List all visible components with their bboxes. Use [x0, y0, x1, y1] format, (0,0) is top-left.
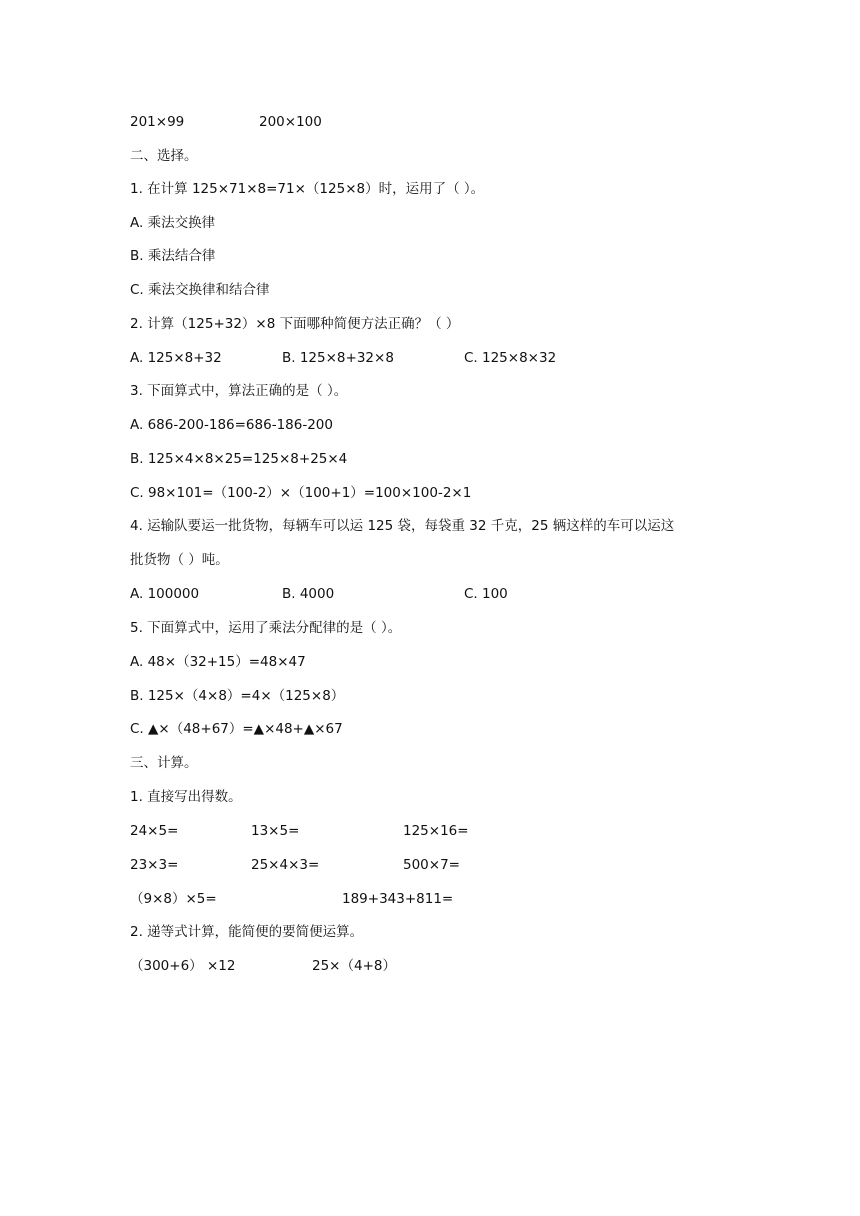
question-3-stem: 3. 下面算式中，算法正确的是（ ）。	[130, 383, 348, 399]
question-4-stem-line-1: 4. 运输队要运一批货物，每辆车可以运 125 袋，每袋重 32 千克，25 辆这样的车可以运这	[130, 518, 675, 534]
section-2-title: 二、选择。	[130, 148, 198, 164]
calc-2-title: 2. 递等式计算，能简便的要简便运算。	[130, 924, 364, 940]
question-4-option-a: A. 100000	[130, 586, 200, 602]
estimate-item-1: 201×99	[130, 114, 185, 130]
question-1-stem: 1. 在计算 125×71×8=71×（125×8）时，运用了（ ）。	[130, 181, 485, 197]
calc-item: 500×7=	[403, 857, 460, 873]
question-5-option-b: B. 125×（4×8）=4×（125×8）	[130, 688, 345, 704]
calc-item: 25×（4+8）	[312, 958, 396, 974]
question-4-option-b: B. 4000	[282, 586, 335, 602]
estimate-item-2: 200×100	[259, 114, 322, 130]
question-2-option-c: C. 125×8×32	[464, 350, 557, 366]
question-5-option-a: A. 48×（32+15）=48×47	[130, 654, 306, 670]
question-4-stem-line-2: 批货物（ ）吨。	[130, 552, 229, 568]
calc-item: （9×8）×5=	[130, 891, 217, 907]
question-1-option-b: B. 乘法结合律	[130, 248, 216, 264]
question-1-option-c: C. 乘法交换律和结合律	[130, 282, 270, 298]
calc-item: 23×3=	[130, 857, 179, 873]
question-3-option-a: A. 686-200-186=686-186-200	[130, 417, 333, 433]
calc-1-title: 1. 直接写出得数。	[130, 789, 242, 805]
question-4-option-c: C. 100	[464, 586, 508, 602]
section-3-title: 三、计算。	[130, 755, 198, 771]
question-3-option-c: C. 98×101=（100-2）×（100+1）=100×100-2×1	[130, 485, 472, 501]
question-2-option-b: B. 125×8+32×8	[282, 350, 394, 366]
question-1-option-a: A. 乘法交换律	[130, 215, 216, 231]
calc-item: 25×4×3=	[251, 857, 320, 873]
question-5-stem: 5. 下面算式中，运用了乘法分配律的是（ ）。	[130, 620, 402, 636]
calc-item: （300+6） ×12	[130, 958, 236, 974]
calc-item: 125×16=	[403, 823, 469, 839]
question-2-option-a: A. 125×8+32	[130, 350, 222, 366]
question-3-option-b: B. 125×4×8×25=125×8+25×4	[130, 451, 348, 467]
calc-item: 24×5=	[130, 823, 179, 839]
calc-item: 13×5=	[251, 823, 300, 839]
calc-item: 189+343+811=	[342, 891, 454, 907]
question-5-option-c: C. ▲×（48+67）=▲×48+▲×67	[130, 721, 343, 737]
question-2-stem: 2. 计算（125+32）×8 下面哪种简便方法正确？（ ）	[130, 316, 460, 332]
